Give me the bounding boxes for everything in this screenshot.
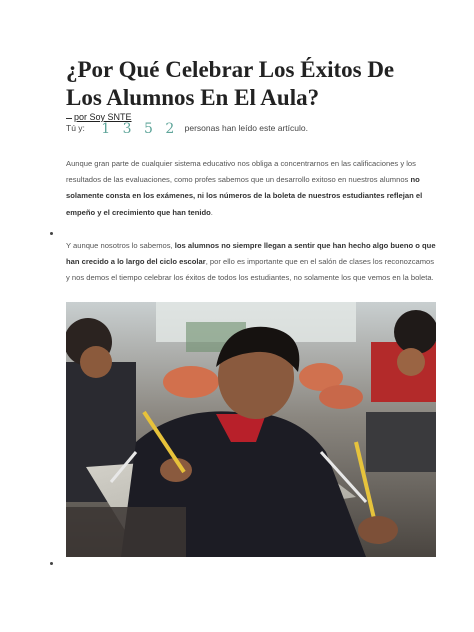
byline-dash (66, 118, 72, 119)
classroom-photo (66, 302, 436, 557)
read-counter-digits: 1 3 5 2 (101, 121, 179, 137)
bullet-dot (50, 562, 53, 565)
paragraph-intro (66, 156, 438, 221)
paragraph-second (66, 238, 438, 287)
bullet-dot (50, 232, 53, 235)
article-title: ¿Por Qué Celebrar Los Éxitos De Los Alumnos En El Aula? (66, 57, 395, 110)
read-counter-prefix: Tú y: (66, 123, 85, 133)
paragraph-text: Aunque gran parte de cualquier sistema educativo nos obliga a concentrarnos en las calificaciones y los resultados de las evaluaciones, como profes sabemos que un desarrollo exitoso en nuestros alumnos (66, 159, 416, 185)
paragraph-bold: los alumnos no siempre llegan a sentir que han hecho algo bueno o que han crecido a lo largo del ciclo escolar (66, 241, 436, 267)
paragraph-bold: no solamente consta en los exámenes, ni los números de la boleta de nuestros estudiantes reflejan el empeño y el crecimiento que han tenido (66, 175, 423, 217)
paragraph-text: , por ello es importante que en el salón de clases los reconozcamos y nos demos el tiempo celebrar los éxitos de todos los estudiantes, no solamente los que vemos en la boleta. (66, 257, 435, 283)
paragraph-text: . (210, 207, 213, 217)
paragraph-text: Y aunque nosotros lo sabemos, (66, 241, 175, 250)
author-link[interactable]: por Soy SNTE (74, 112, 132, 122)
read-counter (66, 121, 308, 137)
classroom-students-writing-icon (66, 302, 436, 557)
read-counter-suffix: personas han leído este artículo. (184, 123, 308, 133)
